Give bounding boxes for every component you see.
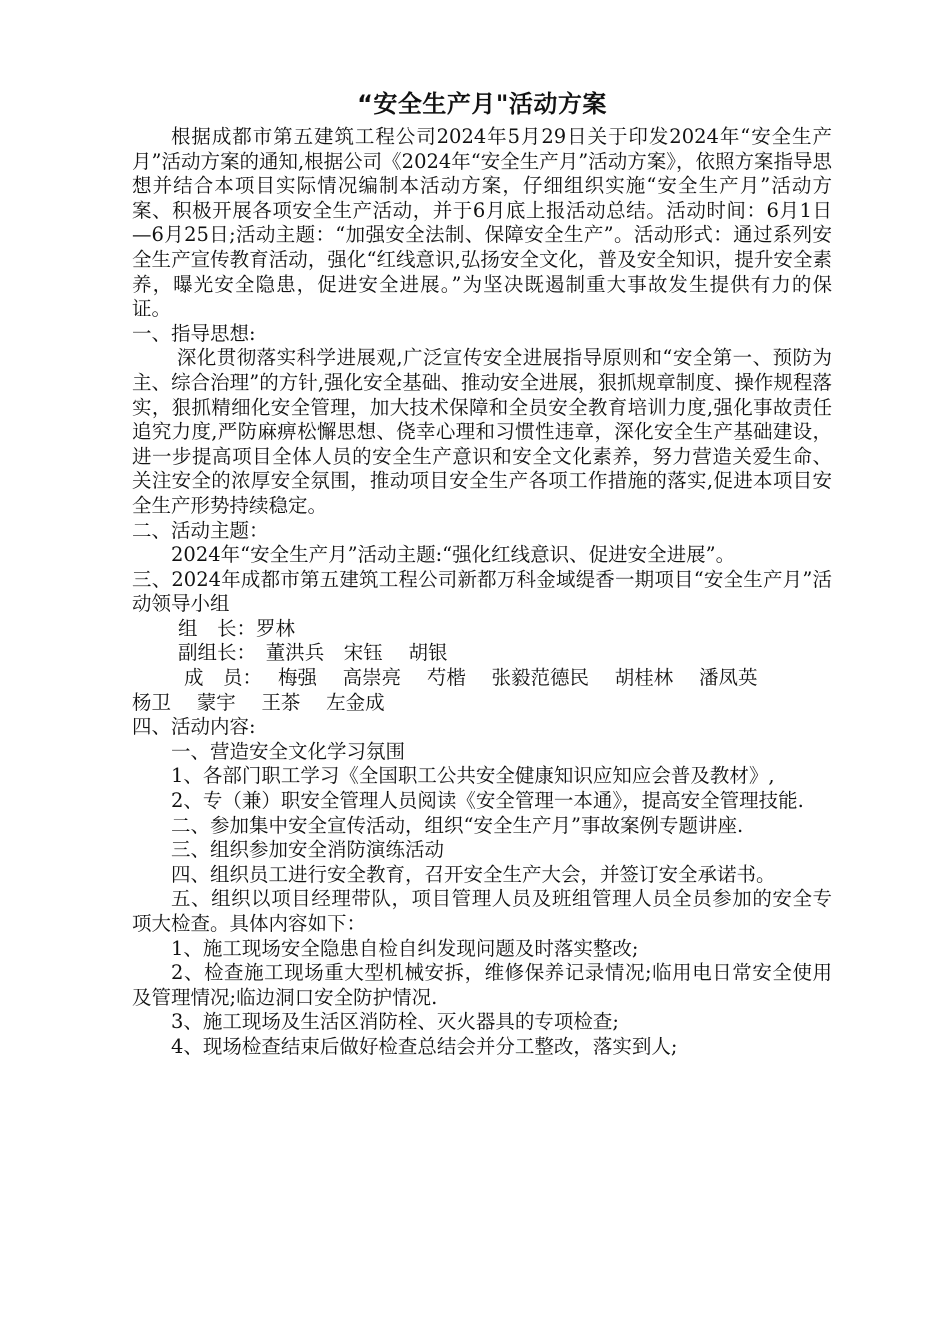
activity-item: 2、检查施工现场重大型机械安拆，维修保养记录情况;临用电日常安全使用及管理情况;临边洞口安全防护情况. <box>132 961 832 1009</box>
activity-item: 五、组织以项目经理带队，项目管理人员及班组管理人员全员参加的安全专项大检查。具体内容如下： <box>132 887 832 935</box>
activity-item: 四、组织员工进行安全教育，召开安全生产大会，并签订安全承诺书。 <box>171 862 776 886</box>
section-2-heading: 二、活动主题： <box>132 518 269 542</box>
members-line-continued: 杨卫 蒙宇 王茶 左金成 <box>132 690 385 714</box>
section-1-heading: 一、指导思想: <box>132 321 256 345</box>
activity-item: 三、组织参加安全消防演练活动 <box>171 838 445 862</box>
document-title: “安全生产月"活动方案 <box>357 90 607 118</box>
activity-item: 1、施工现场安全隐患自检自纠发现问题及时落实整改; <box>171 936 639 960</box>
section-4-heading: 四、活动内容: <box>132 715 256 739</box>
activity-item: 1、各部门职工学习《全国职工公共安全健康知识应知应会普及教材》, <box>171 764 775 788</box>
group-leader-line: 组 长：罗林 <box>178 616 296 640</box>
activity-item: 3、施工现场及生活区消防栓、灭火器具的专项检查; <box>171 1010 619 1034</box>
deputy-leader-line: 副组长： 董洪兵 宋钰 胡银 <box>178 641 448 665</box>
section-3-heading: 三、2024年成都市第五建筑工程公司新都万科金域缇香一期项目“安全生产月”活动领导小组 <box>132 567 832 616</box>
activity-item: 4、现场检查结束后做好检查总结会并分工整改，落实到人; <box>171 1034 678 1058</box>
activity-item: 二、参加集中安全宣传活动，组织“安全生产月”事故案例专题讲座. <box>171 813 744 837</box>
activity-item: 2、专（兼）职安全管理人员阅读《安全管理一本通》，提高安全管理技能. <box>171 789 804 813</box>
activity-item: 一、营造安全文化学习氛围 <box>171 739 406 763</box>
intro-paragraph: 根据成都市第五建筑工程公司2024年5月29日关于印发2024年“安全生产月”活动方案的通知,根据公司《2024年“安全生产月”活动方案》，依照方案指导思想并结合本项目实际情况编制本活动方案，仔细组织实施“安全生产月”活动方案、积极开展各项安全生产活动，并于6月底上报活动总结。活动时间：6月1日—6月25日;活动主题：“加强安全法制、保障安全生产”。活动形式：通过系列安全生产宣传教育活动，强化“红线意识,弘扬安全文化，普及安全知识，提升安全素养，曝光安全隐患，促进安全进展。”为坚决既遏制重大事故发生提供有力的保证。 <box>132 125 832 321</box>
section-1-body: 深化贯彻落实科学进展观,广泛宣传安全进展指导原则和“安全第一、预防为主、综合治理”的方针,强化安全基础、推动安全进展，狠抓规章制度、操作规程落实，狠抓精细化安全管理，加大技术保障和全员安全教育培训力度,强化事故责任追究力度,严防麻痹松懈思想、侥幸心理和习惯性违章，深化安全生产基础建设，进一步提高项目全体人员的安全生产意识和安全文化素养，努力营造关爱生命、关注安全的浓厚安全氛围，推动项目安全生产各项工作措施的落实,促进本项目安全生产形势持续稳定。 <box>132 346 832 517</box>
section-2-body: 2024年“安全生产月”活动主题:“强化红线意识、促进安全进展”。 <box>171 543 736 567</box>
members-line: 成 员： 梅强 高崇亮 芍楷 张毅范德民 胡桂林 潘凤英 <box>184 666 758 690</box>
document-body <box>132 86 832 1060</box>
